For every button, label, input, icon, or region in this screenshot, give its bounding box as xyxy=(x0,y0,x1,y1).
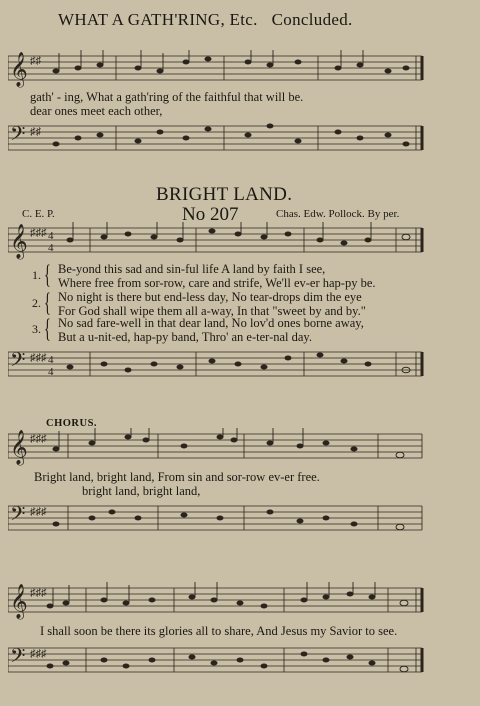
verse-brace: { xyxy=(44,288,51,317)
verse-brace: { xyxy=(44,314,51,343)
concluded-label: Concluded. xyxy=(271,10,353,29)
verse-3-line2: But a u-nit-ed, hap-py band, Thro' an e-ter-nal day. xyxy=(58,330,312,344)
verse-1-line1: Be-yond this sad and sin-ful life A land by faith I see, xyxy=(58,262,326,276)
svg-text:4: 4 xyxy=(48,230,54,242)
bass-staff-verse xyxy=(8,344,430,384)
svg-text:4: 4 xyxy=(48,242,54,254)
verse-1-line2: Where free from sor-row, care and strife, We'll ev-er hap-py be. xyxy=(58,276,376,290)
treble-staff-verse xyxy=(8,222,430,262)
verse-2-line1: No night is there but end-less day, No tear-drops dim the eye xyxy=(58,290,362,304)
svg-text:𝄞: 𝄞 xyxy=(10,53,28,86)
verse-3-number: 3. xyxy=(32,322,41,336)
svg-text:♯♯♯: ♯♯♯ xyxy=(30,433,47,445)
continuation-title xyxy=(58,10,353,30)
final-lyric-line: I shall soon be there its glories all to share, And Jesus my Savior to see. xyxy=(40,624,398,638)
svg-text:𝄢: 𝄢 xyxy=(10,124,26,150)
svg-text:♯♯♯: ♯♯♯ xyxy=(30,587,47,599)
chorus-line2: bright land, bright land, xyxy=(82,484,201,498)
continuation-title-text: WHAT A GATH'RING, Etc. xyxy=(58,10,258,29)
svg-text:𝄞: 𝄞 xyxy=(10,225,28,258)
hymn-number: No 207 xyxy=(182,204,239,225)
svg-text:𝄢: 𝄢 xyxy=(10,646,26,672)
verse-brace: { xyxy=(44,260,51,289)
verse-2-line2: For God shall wipe them all a-way, In that "sweet by and by." xyxy=(58,304,366,318)
svg-text:4: 4 xyxy=(48,354,54,366)
svg-text:♯♯: ♯♯ xyxy=(30,55,41,67)
svg-text:4: 4 xyxy=(48,366,54,378)
svg-text:𝄞: 𝄞 xyxy=(10,585,28,618)
verse-3-line1: No sad fare-well in that dear land, No lov'd ones borne away, xyxy=(58,316,364,330)
chorus-line1: Bright land, bright land, From sin and sor-row ev-er free. xyxy=(34,470,320,484)
svg-text:♯♯♯: ♯♯♯ xyxy=(30,227,47,239)
svg-text:𝄞: 𝄞 xyxy=(10,431,28,464)
song-title: BRIGHT LAND. xyxy=(156,184,293,205)
svg-text:𝄢: 𝄢 xyxy=(10,350,26,376)
svg-text:♯♯♯: ♯♯♯ xyxy=(30,648,47,660)
top-lyrics-line2: dear ones meet each other, xyxy=(30,104,163,118)
composer-credit: Chas. Edw. Pollock. By per. xyxy=(276,208,400,220)
treble-staff-1 xyxy=(8,50,430,90)
bass-staff-1 xyxy=(8,118,430,158)
treble-staff-chorus xyxy=(8,428,430,468)
verse-2-number: 2. xyxy=(32,296,41,310)
svg-text:♯♯♯: ♯♯♯ xyxy=(30,352,47,364)
chorus-label: CHORUS. xyxy=(46,418,98,429)
svg-text:♯♯♯: ♯♯♯ xyxy=(30,506,47,518)
treble-staff-final xyxy=(8,582,430,622)
top-lyrics-line1: gath' - ing, What a gath'ring of the faithful that will be. xyxy=(30,90,304,104)
svg-text:𝄢: 𝄢 xyxy=(10,504,26,530)
bass-staff-final xyxy=(8,640,430,680)
bass-staff-chorus xyxy=(8,498,430,538)
author-initials: C. E. P. xyxy=(22,208,55,220)
verse-1-number: 1. xyxy=(32,268,41,282)
svg-text:♯♯: ♯♯ xyxy=(30,126,41,138)
